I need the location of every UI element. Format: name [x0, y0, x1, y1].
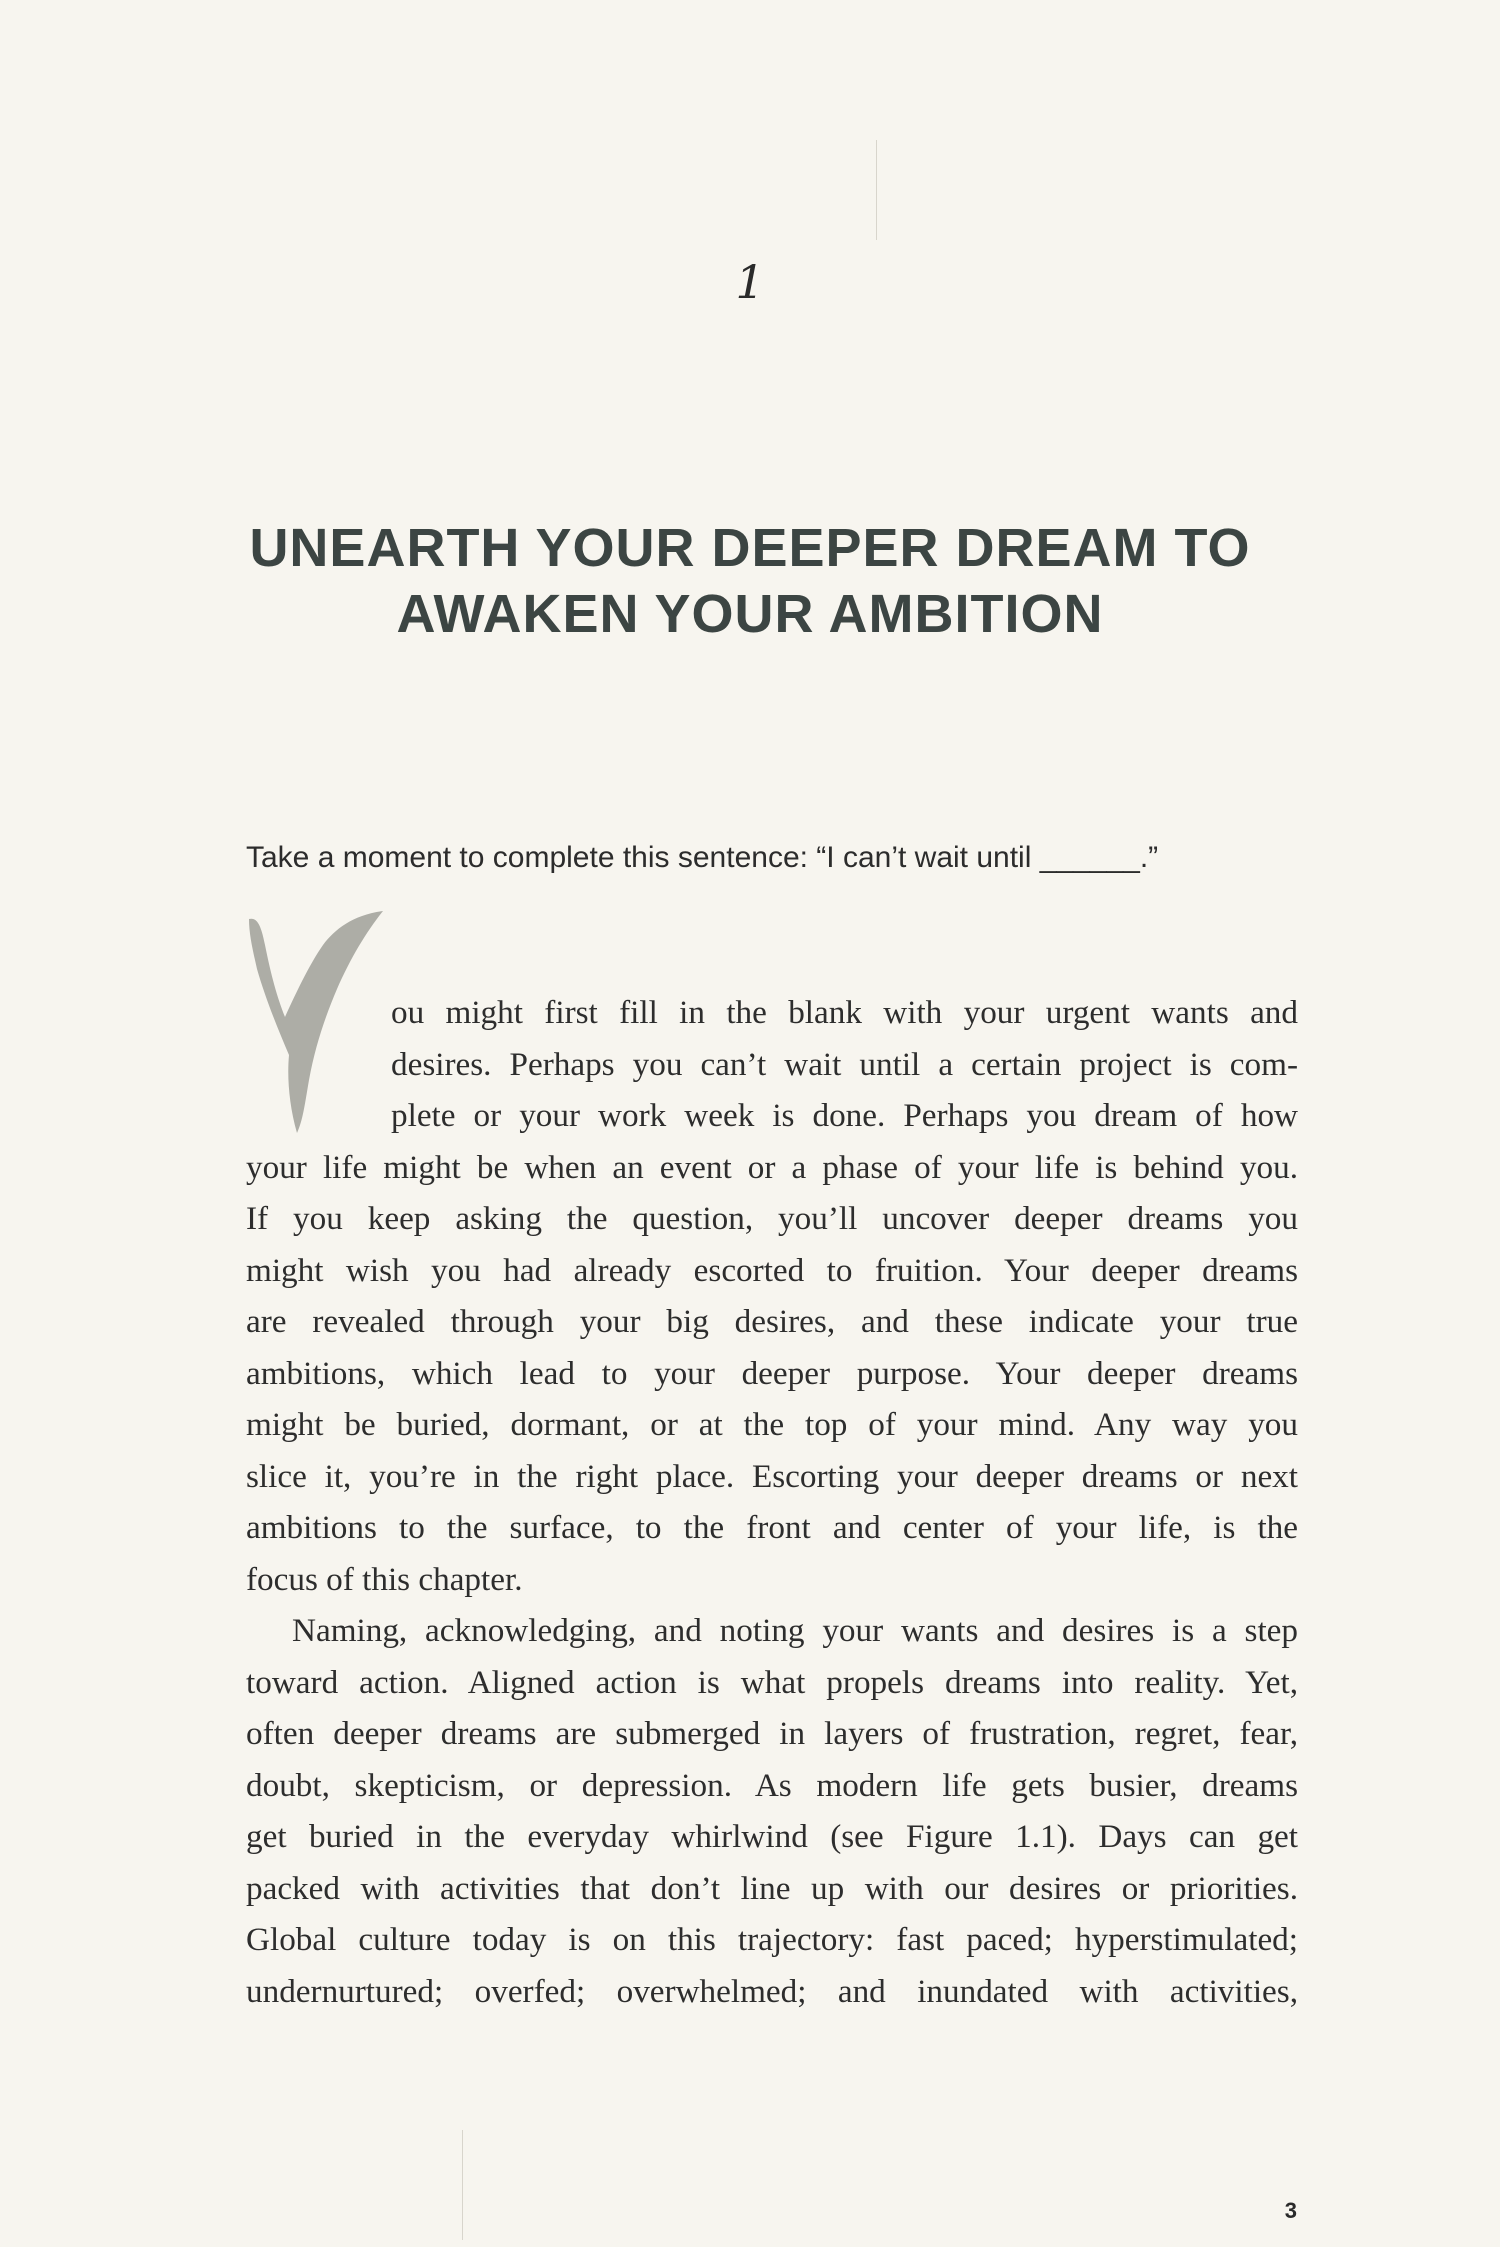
dropcap-text: Y: [243, 905, 244, 906]
text-line: focus of this chapter.: [246, 1560, 523, 1598]
text-line: slice it, you’re in the right place. Escorting your deeper dreams or next: [246, 1457, 1298, 1495]
paragraph-2: [246, 1605, 1298, 2017]
text-line: ambitions, which lead to your deeper purpose. Your deeper dreams: [246, 1354, 1298, 1392]
text-line: get buried in the everyday whirlwind (see Figure 1.1). Days can get: [246, 1818, 1298, 1855]
text-line: ou might first fill in the blank with your urgent wants and: [391, 994, 1298, 1031]
text-line: might be buried, dormant, or at the top of your mind. Any way you: [246, 1406, 1298, 1443]
chapter-number: 1: [735, 255, 765, 309]
text-line: Naming, acknowledging, and noting your wants and desires is a step: [292, 1612, 1298, 1649]
scan-artifact: [876, 140, 877, 240]
text-line: often deeper dreams are submerged in layers of frustration, regret, fear,: [246, 1715, 1298, 1752]
paragraph-1: [246, 987, 1298, 1605]
text-line: ambitions to the surface, to the front and center of your life, is the: [246, 1509, 1298, 1546]
chapter-title-line-1: UNEARTH YOUR DEEPER DREAM TO: [249, 518, 1251, 578]
text-line: might wish you had already escorted to fruition. Your deeper dreams: [246, 1251, 1298, 1289]
text-line: Global culture today is on this trajectory: fast paced; hyperstimulated;: [246, 1921, 1298, 1958]
chapter-title-line-2: AWAKEN YOUR AMBITION: [396, 584, 1104, 644]
text-line: your life might be when an event or a phase of your life is behind you.: [246, 1148, 1298, 1186]
text-line: packed with activities that don’t line up with our desires or priorities.: [246, 1869, 1298, 1907]
page-number: 3: [1284, 2198, 1297, 2223]
text-line: If you keep asking the question, you’ll uncover deeper dreams you: [246, 1200, 1298, 1237]
text-line: doubt, skepticism, or depression. As modern life gets busier, dreams: [246, 1766, 1298, 1804]
text-line: undernurtured; overfed; overwhelmed; and inundated with activities,: [246, 1972, 1298, 2010]
body-text: [246, 987, 1298, 2017]
text-line: toward action. Aligned action is what propels dreams into reality. Yet,: [246, 1663, 1298, 1701]
text-line: desires. Perhaps you can’t wait until a certain project is com-: [391, 1045, 1298, 1083]
chapter-title: [200, 515, 1300, 647]
text-line: are revealed through your big desires, and these indicate your true: [246, 1303, 1298, 1340]
text-line: plete or your work week is done. Perhaps you dream of how: [391, 1097, 1298, 1134]
scan-artifact: [462, 2130, 463, 2240]
opening-prompt: Take a moment to complete this sentence: “I can’t wait until ______.”: [246, 841, 1159, 874]
